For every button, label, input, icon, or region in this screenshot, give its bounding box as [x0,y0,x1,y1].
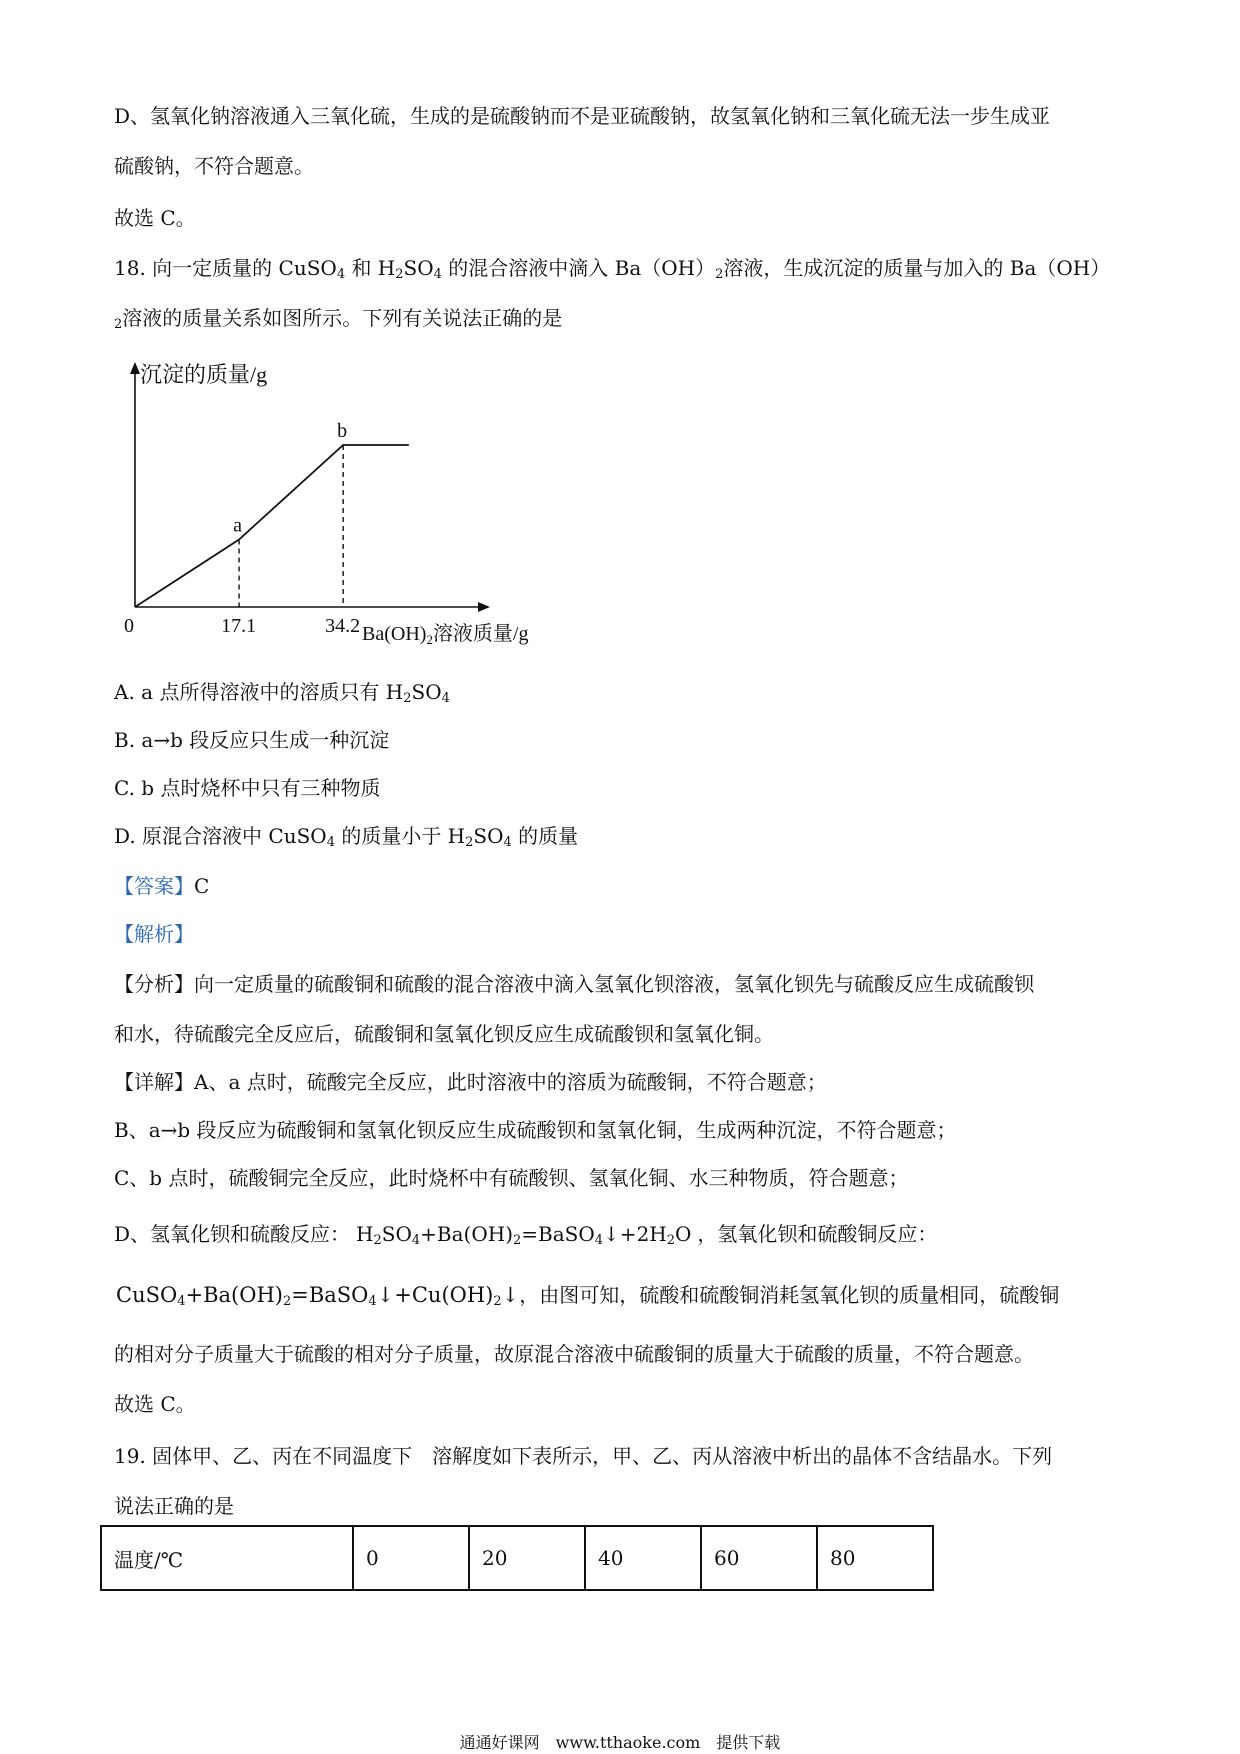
footer-source: 通通好课网 www.tthaoke.com 提供下载 [459,1733,781,1752]
xiangjie-d-line3: 的相对分子质量大于硫酸的相对分子质量，故原混合溶液中硫酸铜的质量大于硫酸的质量，不符合题意。 [114,1342,1034,1366]
answer-line [114,872,209,900]
point-label-a: a [233,514,242,537]
answer-tag: 【答案】 [114,874,194,898]
question-19-line2: 说法正确的是 [114,1494,234,1518]
option-d-explanation-line2: 硫酸钠，不符合题意。 [114,154,314,178]
table-cell: 60 [701,1526,817,1590]
option-a: A. a 点所得溶液中的溶质只有 $H_2SO_4$ [114,680,450,706]
question-18-line1: 18. 向一定质量的 CuSO$_4$ 和 $H_2SO_4$ 的混合溶液中滴入 $Ba(OH)_2$溶液，生成沉淀的质量与加入的 Ba（OH） [114,256,1111,282]
point-label-b: b [337,420,348,442]
fenxi-line1: 【分析】向一定质量的硫酸铜和硫酸的混合溶液中滴入氢氧化钡溶液，氢氧化钡先与硫酸反应生成硫酸钡 [114,972,1034,996]
x-axis-label: $Ba(OH)_2$溶液质量/g [362,623,529,647]
analysis-tag: 【解析】 [114,922,194,946]
table-row [101,1526,933,1590]
option-b: B. a→b 段反应只生成一种沉淀 [114,728,390,752]
table-cell: 0 [353,1526,469,1590]
answer-value: C [194,874,210,898]
y-axis-label: 沉淀的质量/g [140,362,268,387]
option-d-explanation-line1: D、氢氧化钠溶液通入三氧化硫，生成的是硫酸钠而不是亚硫酸钠，故氢氧化钠和三氧化硫无法一步生成亚 [114,104,1051,128]
question-19-line1: 19. 固体甲、乙、丙在不同温度下 溶解度如下表所示，甲、乙、丙从溶液中析出的晶体不含结晶水。下列 [114,1444,1053,1468]
series-line [135,445,409,607]
equation-2: $CuSO_4+Ba(OH)_2=BaSO_4↓+Cu(OH)_2↓$ [116,1283,520,1309]
question-18-line2: $_2$溶液的质量关系如图所示。下列有关说法正确的是 [114,306,563,332]
option-c: C. b 点时烧杯中只有三种物质 [114,776,381,800]
xiangjie-a: 【详解】A、a 点时，硫酸完全反应，此时溶液中的溶质为硫酸铜，不符合题意； [114,1070,827,1094]
table-header-cell: 温度/℃ [101,1526,353,1590]
choose-c-text: 故选 C。 [114,206,196,230]
table-cell: 20 [469,1526,585,1590]
fenxi-line2: 和水，待硫酸完全反应后，硫酸铜和氢氧化钡反应生成硫酸钡和氢氧化铜。 [114,1022,774,1046]
xiangjie-b: B、a→b 段反应为硫酸铜和氢氧化钡反应生成硫酸钡和氢氧化铜，生成两种沉淀，不符合题意； [114,1118,957,1142]
table-cell: 40 [585,1526,701,1590]
equation-1: $H_2SO_4+Ba(OH)_2=BaSO_4↓+2H_2O$ [356,1222,692,1248]
solubility-table [100,1525,934,1591]
x-tick-label: 34.2 [325,615,361,637]
xiangjie-c: C、b 点时，硫酸铜完全反应，此时烧杯中有硫酸钡、氢氧化铜、水三种物质，符合题意； [114,1166,909,1190]
choose-c-text-2: 故选 C。 [114,1392,196,1416]
table-cell: 80 [817,1526,933,1590]
x-tick-label: 17.1 [221,615,257,637]
xiangjie-d-line1: D、氢氧化钡和硫酸反应： $H_2SO_4+Ba(OH)_2=BaSO_4↓+2H_2O$ ，氢氧化钡和硫酸铜反应： [114,1222,938,1248]
xiangjie-d-line2: $CuSO_4+Ba(OH)_2=BaSO_4↓+Cu(OH)_2↓$，由图可知，硫酸和硫酸铜消耗氢氧化钡的质量相同，硫酸铜 [116,1283,1060,1309]
option-d: D. 原混合溶液中 CuSO$_4$ 的质量小于 $H_2SO_4$ 的质量 [114,824,579,850]
precipitate-mass-chart [110,352,560,652]
origin-label: 0 [124,615,134,637]
